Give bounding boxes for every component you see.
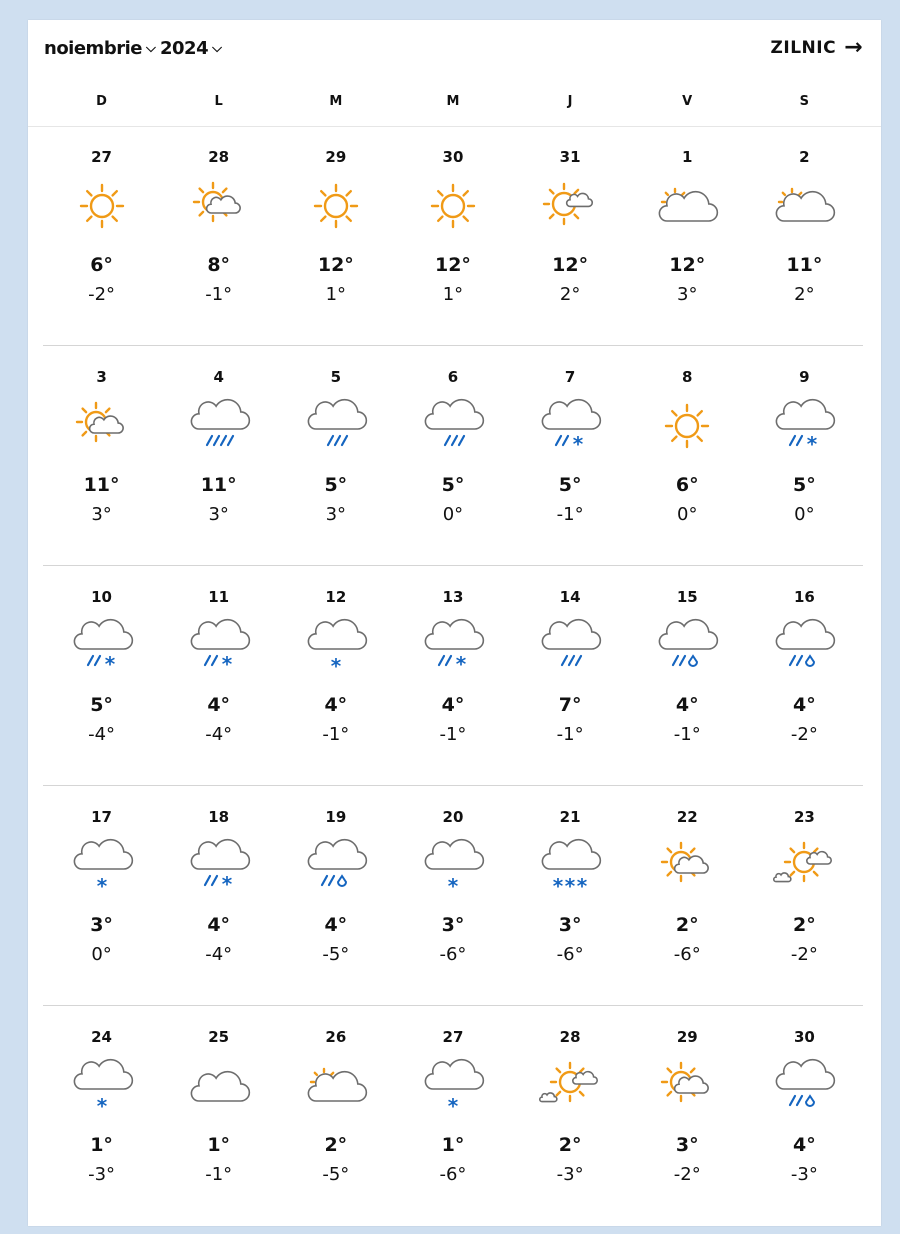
year-label: 2024 [160,38,209,59]
min-temperature: 1° [325,284,347,305]
max-temperature: 11° [200,474,237,496]
weather-rain-hail-icon [772,1056,836,1120]
max-temperature: 1° [207,1134,231,1156]
min-temperature: -6° [439,1164,467,1185]
day-number: 30 [442,148,464,166]
day-cell[interactable] [43,786,160,1006]
weather-rain-hail-icon [655,616,719,680]
weather-rain-snow-icon [538,396,602,460]
min-temperature: -1° [556,504,584,525]
day-number: 5 [330,368,342,386]
svg-text:*: * [572,432,584,456]
calendar-card [28,20,881,1226]
weather-rain-snow-icon [772,396,836,460]
day-cell[interactable] [394,1006,511,1226]
min-temperature: -2° [790,724,818,745]
day-number: 24 [91,1028,112,1046]
day-cell[interactable] [394,786,511,1006]
day-number: 11 [208,588,230,606]
day-cell[interactable] [394,566,511,786]
max-temperature: 2° [324,1134,348,1156]
weather-sun-two-clouds-icon [772,836,836,900]
max-temperature: 8° [207,254,231,276]
day-cell[interactable] [43,126,160,346]
min-temperature: -1° [322,724,350,745]
weather-cloudy-sun-peek-icon [772,176,836,240]
day-cell[interactable] [512,126,629,346]
day-number: 15 [676,588,698,606]
day-cell[interactable] [160,786,277,1006]
weather-snow-icon [70,1056,134,1120]
max-temperature: 2° [675,914,699,936]
weather-rain-snow-icon [70,616,134,680]
weather-snow-icon [70,836,134,900]
weekday-label: S [799,94,809,109]
day-number: 17 [91,808,112,826]
day-number: 2 [799,148,810,166]
chevron-down-icon: ⌵ [212,41,222,56]
min-temperature: 0° [442,504,464,525]
weekday-label: V [682,94,693,109]
weather-sunny-icon [421,176,485,240]
weather-sun-two-clouds-icon [538,1056,602,1120]
max-temperature: 4° [675,694,699,716]
max-temperature: 4° [324,914,348,936]
min-temperature: 3° [677,284,698,305]
day-cell[interactable] [629,126,746,346]
weather-rain-icon [421,396,485,460]
month-label: noiembrie [44,38,142,59]
day-number: 4 [213,368,224,386]
weather-sun-behind-cloud-icon [187,176,251,240]
weather-rain-icon [304,396,368,460]
day-number: 20 [442,808,464,826]
day-number: 3 [96,368,107,386]
calendar-header [42,35,863,68]
max-temperature: 11° [83,474,120,496]
weather-snow-icon [304,616,368,680]
svg-text:*: * [221,872,232,896]
max-temperature: 4° [441,694,465,716]
day-number: 12 [325,588,347,606]
month-selector[interactable] [44,38,155,59]
min-temperature: -1° [439,724,467,745]
day-cell[interactable] [629,566,746,786]
max-temperature: 5° [558,474,582,496]
min-temperature: 3° [91,504,112,525]
max-temperature: 7° [558,694,582,716]
day-number: 21 [559,808,581,826]
day-number: 25 [208,1028,230,1046]
weather-cloud-icon [187,1056,251,1120]
svg-text:*: * [96,874,107,898]
week-row [43,1006,863,1226]
day-cell[interactable] [512,566,629,786]
min-temperature: 3° [325,504,347,525]
day-cell[interactable] [746,566,863,786]
min-temperature: -5° [322,944,350,965]
min-temperature: -3° [790,1164,818,1185]
min-temperature: 0° [91,944,112,965]
daily-view-label: ZILNIC [770,38,837,58]
min-temperature: 0° [794,504,815,525]
day-number: 29 [325,148,347,166]
day-number: 8 [682,368,693,386]
chevron-down-icon: ⌵ [145,41,156,56]
day-number: 19 [325,808,347,826]
day-cell[interactable] [277,346,394,566]
weather-sunny-icon [655,396,719,460]
max-temperature: 12° [434,254,471,276]
day-cell[interactable] [629,786,746,1006]
day-cell[interactable] [277,1006,394,1226]
week-row [43,566,863,786]
day-cell[interactable] [512,786,629,1006]
arrow-right-icon: → [844,35,863,60]
min-temperature: -6° [556,944,584,965]
max-temperature: 5° [793,474,816,496]
svg-text:*: * [455,652,467,676]
min-temperature: -3° [556,1164,584,1185]
weather-sunny-icon [304,176,368,240]
day-number: 27 [91,148,112,166]
day-cell[interactable] [746,346,863,566]
max-temperature: 6° [675,474,699,496]
week-row [43,126,863,346]
min-temperature: 3° [208,504,229,525]
svg-text:*: * [447,874,459,898]
year-selector[interactable] [160,38,221,59]
min-temperature: -6° [439,944,467,965]
weather-sun-behind-cloud-icon [655,1056,719,1120]
weather-snow-icon [421,1056,485,1120]
daily-view-link[interactable] [770,35,863,60]
weather-rain-snow-icon [421,616,485,680]
weather-rain-icon [538,616,602,680]
day-cell[interactable] [394,126,511,346]
max-temperature: 4° [793,694,816,716]
min-temperature: -2° [673,1164,701,1185]
max-temperature: 3° [558,914,582,936]
day-number: 1 [682,148,693,166]
day-number: 22 [676,808,698,826]
max-temperature: 3° [441,914,465,936]
max-temperature: 12° [317,254,354,276]
svg-text:*: * [576,874,588,898]
day-number: 30 [793,1028,815,1046]
day-cell[interactable] [512,346,629,566]
weather-sun-small-cloud-icon [538,176,602,240]
day-cell[interactable] [160,566,277,786]
weather-sun-behind-cloud-icon [655,836,719,900]
day-number: 28 [559,1028,581,1046]
max-temperature: 5° [441,474,465,496]
day-cell[interactable] [43,346,160,566]
min-temperature: 1° [442,284,464,305]
max-temperature: 4° [793,1134,816,1156]
day-cell[interactable] [43,1006,160,1226]
weekday-label: D [96,94,107,109]
weekday-label: M [446,94,460,109]
weather-cloudy-sun-peek-icon [304,1056,368,1120]
min-temperature: -4° [205,944,233,965]
week-row [43,346,863,566]
max-temperature: 12° [669,254,706,276]
day-number: 23 [793,808,815,826]
svg-text:*: * [807,432,818,456]
weather-cloudy-sun-peek-icon [655,176,719,240]
day-number: 31 [559,148,581,166]
max-temperature: 2° [793,914,816,936]
max-temperature: 3° [675,1134,699,1156]
weather-rain-snow-icon [187,616,251,680]
day-cell[interactable] [512,1006,629,1226]
weather-sun-behind-cloud-icon [70,396,134,460]
max-temperature: 4° [207,694,231,716]
day-cell[interactable] [43,566,160,786]
day-number: 9 [799,368,810,386]
day-cell[interactable] [394,346,511,566]
min-temperature: -2° [88,284,116,305]
weather-snow-heavy-icon [538,836,602,900]
day-cell[interactable] [277,126,394,346]
svg-text:*: * [104,652,115,676]
max-temperature: 12° [552,254,589,276]
max-temperature: 2° [558,1134,582,1156]
weather-rain-snow-icon [187,836,251,900]
min-temperature: -1° [205,284,233,305]
svg-text:*: * [96,1094,107,1118]
day-number: 26 [325,1028,347,1046]
day-number: 18 [208,808,230,826]
day-cell[interactable] [160,126,277,346]
day-cell[interactable] [629,346,746,566]
max-temperature: 4° [324,694,348,716]
min-temperature: -1° [205,1164,233,1185]
max-temperature: 1° [90,1134,113,1156]
day-cell[interactable] [629,1006,746,1226]
min-temperature: -1° [673,724,701,745]
day-cell[interactable] [277,786,394,1006]
day-cell[interactable] [746,786,863,1006]
min-temperature: -4° [88,724,116,745]
min-temperature: -2° [790,944,818,965]
day-cell[interactable] [746,126,863,346]
day-number: 28 [208,148,230,166]
max-temperature: 4° [207,914,231,936]
min-temperature: 0° [677,504,698,525]
weekday-label: L [214,94,223,109]
weather-rain-hail-icon [772,616,836,680]
max-temperature: 5° [324,474,348,496]
weekday-row [43,94,863,109]
day-number: 14 [559,588,581,606]
day-cell[interactable] [277,566,394,786]
weather-snow-icon [421,836,485,900]
weekday-label: J [567,94,573,109]
max-temperature: 3° [90,914,113,936]
svg-text:*: * [564,874,576,898]
weather-rain-hail-icon [304,836,368,900]
day-number: 13 [442,588,464,606]
day-number: 29 [676,1028,698,1046]
max-temperature: 11° [786,254,823,276]
min-temperature: -4° [205,724,233,745]
min-temperature: -5° [322,1164,350,1185]
min-temperature: 2° [559,284,581,305]
day-number: 10 [91,588,112,606]
weekday-label: M [329,94,343,109]
min-temperature: -1° [556,724,584,745]
day-cell[interactable] [746,1006,863,1226]
svg-text:*: * [330,654,342,678]
max-temperature: 6° [90,254,113,276]
svg-text:*: * [221,652,232,676]
day-number: 16 [793,588,815,606]
max-temperature: 5° [90,694,113,716]
day-number: 7 [564,368,576,386]
min-temperature: -6° [673,944,701,965]
min-temperature: 2° [794,284,815,305]
week-row [43,786,863,1006]
weather-sunny-icon [70,176,134,240]
min-temperature: -3° [88,1164,116,1185]
svg-text:*: * [447,1094,459,1118]
max-temperature: 1° [441,1134,465,1156]
day-cell[interactable] [160,1006,277,1226]
weather-rain-heavy-icon [187,396,251,460]
day-number: 27 [442,1028,464,1046]
svg-text:*: * [552,874,564,898]
day-cell[interactable] [160,346,277,566]
day-number: 6 [447,368,459,386]
